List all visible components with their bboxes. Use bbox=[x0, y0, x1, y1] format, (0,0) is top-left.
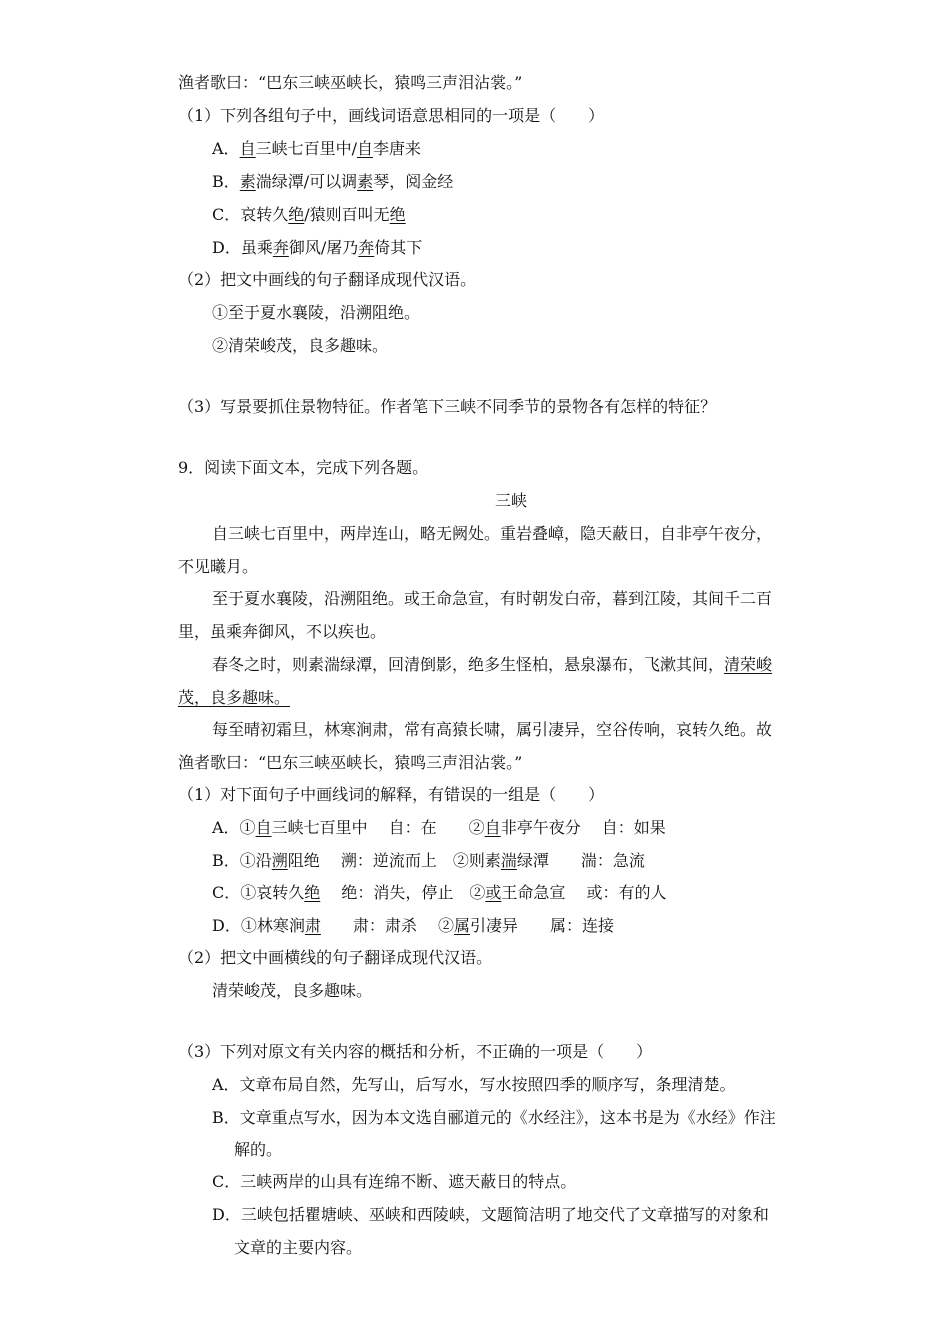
text-segment: 春冬之时，则素湍绿潭，回清倒影，绝多生怪柏，悬泉瀑布，飞漱其间， bbox=[212, 655, 725, 674]
text-segment: /猿则百叫无 bbox=[304, 205, 390, 224]
underlined-word: 茂，良多趣味。 bbox=[178, 688, 291, 707]
q9-sub1-stem: （1）对下面句子中画线词的解释，有错误的一组是（ ） bbox=[178, 785, 605, 804]
text-segment: 渔者歌曰：“巴东三峡巫峡长，猿鸣三声泪沾裳。” bbox=[178, 753, 523, 772]
text-segment: 李唐来 bbox=[373, 139, 422, 158]
underlined-word: 肃 bbox=[304, 916, 321, 935]
text-segment: 三峡七百里中 自：在 ② bbox=[271, 818, 485, 837]
text-segment: 引凄异 属：连接 bbox=[469, 916, 614, 935]
passage-title: 三峡 bbox=[494, 491, 527, 510]
q9-sub3-option-d-cont: 文章的主要内容。 bbox=[234, 1238, 363, 1257]
text-segment: B． bbox=[212, 172, 240, 191]
text-segment: 肃：肃杀 ② bbox=[320, 916, 454, 935]
text-segment: 三峡七百里中/ bbox=[255, 139, 357, 158]
q9-sub1-option-b bbox=[212, 851, 645, 871]
underlined-word: 绝 bbox=[288, 205, 305, 224]
text-segment: 倚其下 bbox=[374, 238, 423, 257]
underlined-word: 奔 bbox=[272, 238, 289, 257]
text-segment: 不见曦月。 bbox=[178, 557, 259, 576]
underlined-word: 素 bbox=[239, 172, 256, 191]
q8-sub2-stem: （2）把文中画线的句子翻译成现代汉语。 bbox=[178, 270, 477, 289]
text-segment: 非亭午夜分 自：如果 bbox=[500, 818, 666, 837]
q9-heading: 9．阅读下面文本，完成下列各题。 bbox=[178, 458, 429, 477]
text-segment: A．① bbox=[212, 818, 256, 837]
q8-sub1-option-d bbox=[212, 238, 422, 258]
underlined-word: 自 bbox=[255, 818, 272, 837]
passage-p2-line1 bbox=[212, 589, 772, 609]
text-segment: 绝：消失，停止 ② bbox=[320, 883, 486, 902]
text-segment: D．①林寒涧 bbox=[212, 916, 305, 935]
q8-sub1-option-a bbox=[212, 139, 421, 159]
text-segment: B．①沿 bbox=[212, 851, 272, 870]
underlined-word: 绝 bbox=[389, 205, 406, 224]
q9-sub1-option-d bbox=[212, 916, 614, 936]
underlined-word: 素 bbox=[357, 172, 374, 191]
q8-sub1-stem: （1）下列各组句子中，画线词语意思相同的一项是（ ） bbox=[178, 106, 605, 125]
text-segment: A． bbox=[212, 139, 240, 158]
passage-p3-line1 bbox=[212, 655, 772, 675]
q9-sub3-option-d: D．三峡包括瞿塘峡、巫峡和西陵峡，文题简洁明了地交代了文章描写的对象和 bbox=[212, 1205, 769, 1224]
underlined-word: 属 bbox=[453, 916, 470, 935]
q9-sub3-option-b-cont: 解的。 bbox=[234, 1140, 283, 1159]
q8-sub3-stem: （3）写景要抓住景物特征。作者笔下三峡不同季节的景物各有怎样的特征？ bbox=[178, 397, 717, 416]
passage-p1-line1 bbox=[212, 524, 772, 544]
text-segment: 王命急宣 或：有的人 bbox=[501, 883, 667, 902]
underlined-word: 或 bbox=[485, 883, 502, 902]
q9-sub2-stem: （2）把文中画横线的句子翻译成现代汉语。 bbox=[178, 948, 493, 967]
q9-sub3-option-c: C．三峡两岸的山具有连绵不断、遮天蔽日的特点。 bbox=[212, 1172, 577, 1191]
text-segment: 至于夏水襄陵，沿溯阻绝。或王命急宣，有时朝发白帝，暮到江陵，其间千二百 bbox=[212, 589, 773, 608]
text-segment: C．哀转久 bbox=[212, 205, 289, 224]
text-segment: 自三峡七百里中，两岸连山，略无阙处。重岩叠嶂，隐天蔽日，自非亭午夜分， bbox=[212, 524, 773, 543]
passage-p1-line2 bbox=[178, 557, 258, 577]
passage-p3-line2 bbox=[178, 688, 290, 708]
underlined-word: 溯 bbox=[271, 851, 288, 870]
text-segment: D．虽乘 bbox=[212, 238, 273, 257]
underlined-word: 湍 bbox=[500, 851, 517, 870]
text-segment: 湍绿潭/可以调 bbox=[255, 172, 358, 191]
passage-p2-line2 bbox=[178, 622, 386, 642]
q8-sub2-item-2: ②清荣峻茂，良多趣味。 bbox=[212, 336, 389, 355]
underlined-word: 绝 bbox=[304, 883, 321, 902]
underlined-word: 自 bbox=[239, 139, 256, 158]
underlined-word: 自 bbox=[356, 139, 373, 158]
q9-sub3-option-b: B．文章重点写水，因为本文选自郦道元的《水经注》，这本书是为《水经》作注 bbox=[212, 1108, 776, 1127]
text-segment: 每至晴初霜旦，林寒涧肃，常有高猿长啸，属引凄异，空谷传响，哀转久绝。故 bbox=[212, 720, 773, 739]
text-segment: 琴，阅金经 bbox=[373, 172, 454, 191]
text-segment: 御风/屠乃 bbox=[288, 238, 359, 257]
q9-sub3-option-a: A．文章布局自然，先写山，后写水，写水按照四季的顺序写，条理清楚。 bbox=[212, 1075, 736, 1094]
passage-p4-line1 bbox=[212, 720, 772, 740]
q8-sub2-item-1: ①至于夏水襄陵，沿溯阻绝。 bbox=[212, 303, 421, 322]
text-segment: 里，虽乘奔御风，不以疾也。 bbox=[178, 622, 387, 641]
passage-p4-line2 bbox=[178, 753, 522, 773]
underlined-word: 自 bbox=[484, 818, 501, 837]
text-segment: C．①哀转久 bbox=[212, 883, 305, 902]
underlined-word: 清荣峻 bbox=[724, 655, 773, 674]
text-segment: 阻绝 溯：逆流而上 ②则素 bbox=[287, 851, 501, 870]
q8-sub1-option-b bbox=[212, 172, 453, 192]
underlined-word: 奔 bbox=[358, 238, 375, 257]
q9-sub3-stem: （3）下列对原文有关内容的概括和分析，不正确的一项是（ ） bbox=[178, 1042, 653, 1061]
q9-sub2-sentence: 清荣峻茂，良多趣味。 bbox=[212, 981, 373, 1000]
q9-sub1-option-a bbox=[212, 818, 666, 838]
poem-line: 渔者歌曰：“巴东三峡巫峡长，猿鸣三声泪沾裳。” bbox=[178, 73, 523, 92]
q8-sub1-option-c bbox=[212, 205, 406, 225]
text-segment: 绿潭 湍：急流 bbox=[516, 851, 645, 870]
q9-sub1-option-c bbox=[212, 883, 666, 903]
